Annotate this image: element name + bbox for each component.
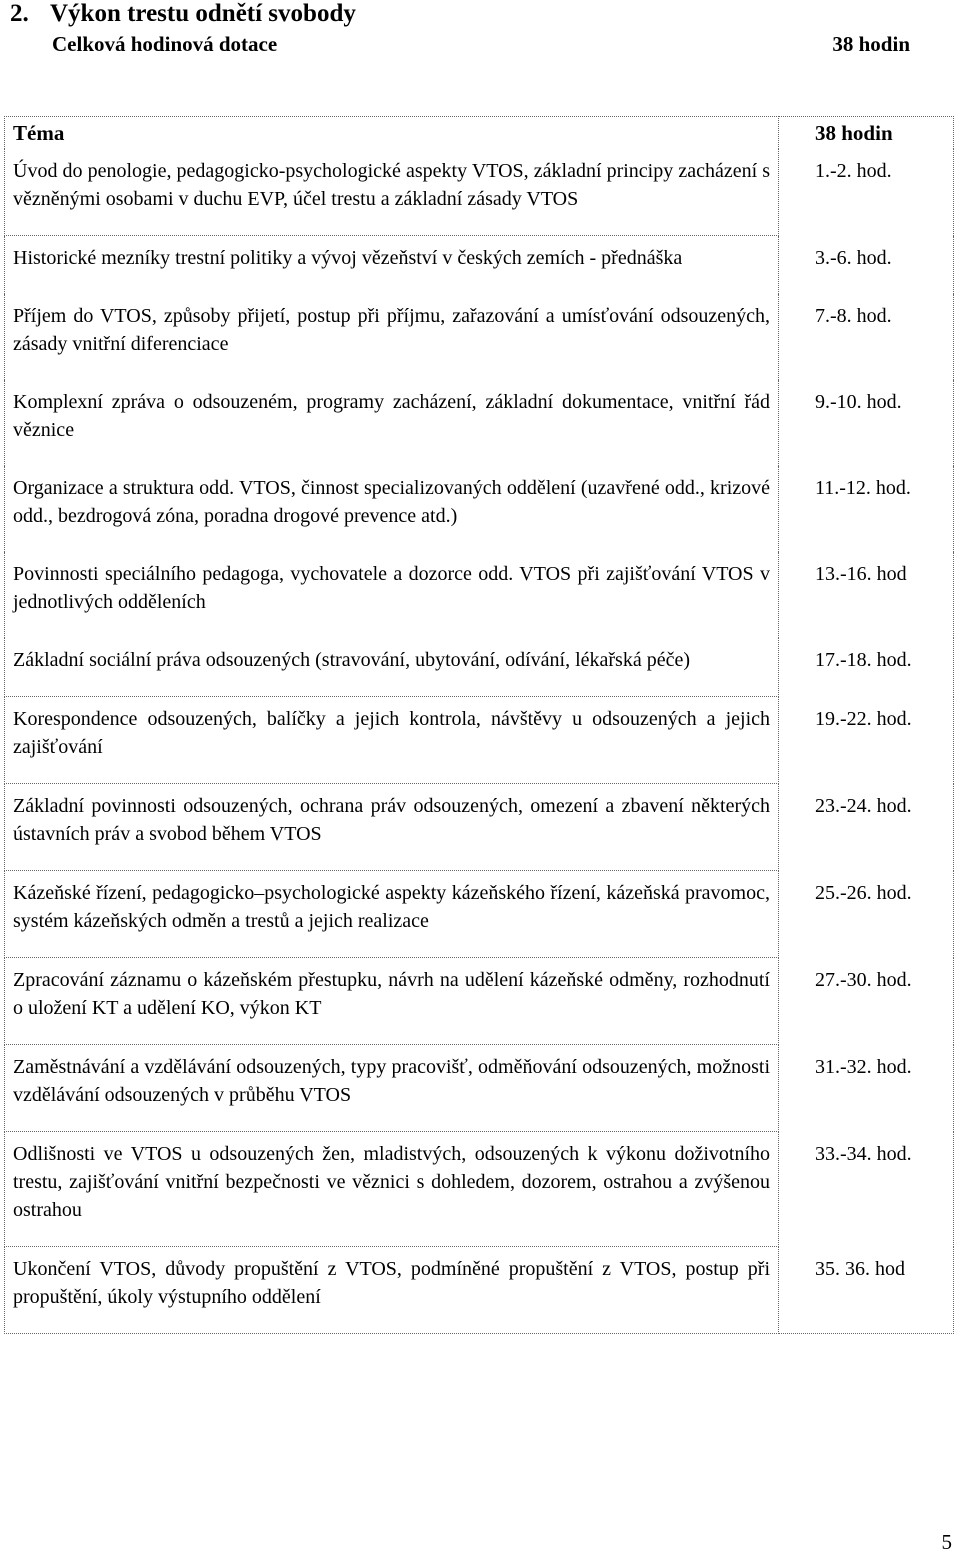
hours-cell: 9.-10. hod. [779,380,954,466]
header-topic: Téma [5,117,779,150]
table-row [5,1247,954,1334]
hours-cell: 33.-34. hod. [779,1132,954,1247]
section-number: 2. [10,0,29,27]
total-hours: 38 hodin [832,32,910,56]
table-row [5,638,954,697]
table-row [5,697,954,784]
topic-cell: Zpracování záznamu o kázeňském přestupku, návrh na udělení kázeňské odměny, rozhodnutí o uložení KT a udělení KO, výkon KT [5,958,779,1045]
topic-cell: Kázeňské řízení, pedagogicko–psychologické aspekty kázeňského řízení, kázeňská pravomoc, systém kázeňských odměn a trestů a jejich realizace [5,871,779,958]
topic-cell: Základní povinnosti odsouzených, ochrana práv odsouzených, omezení a zbavení některých ústavních práv a svobod během VTOS [5,784,779,871]
table-row [5,149,954,236]
hours-cell: 35. 36. hod [779,1247,954,1334]
table-header-row [5,117,954,150]
hours-cell: 11.-12. hod. [779,466,954,552]
table-row [5,958,954,1045]
header-hours: 38 hodin [779,117,954,150]
hours-cell: 1.-2. hod. [779,149,954,236]
table-row [5,236,954,295]
hours-cell: 31.-32. hod. [779,1045,954,1132]
topic-cell: Ukončení VTOS, důvody propuštění z VTOS, podmíněné propuštění z VTOS, postup při propuštění, úkoly výstupního oddělení [5,1247,779,1334]
topic-cell: Povinnosti speciálního pedagoga, vychovatele a dozorce odd. VTOS při zajišťování VTOS v jednotlivých odděleních [5,552,779,638]
hours-cell: 27.-30. hod. [779,958,954,1045]
hours-cell: 3.-6. hod. [779,236,954,295]
hours-cell: 13.-16. hod [779,552,954,638]
table-row [5,784,954,871]
hours-cell: 23.-24. hod. [779,784,954,871]
topic-cell: Příjem do VTOS, způsoby přijetí, postup při příjmu, zařazování a umísťování odsouzených, zásady vnitřní diferenciace [5,294,779,380]
topic-cell: Základní sociální práva odsouzených (stravování, ubytování, odívání, lékařská péče) [5,638,779,697]
hours-cell: 7.-8. hod. [779,294,954,380]
topic-cell: Úvod do penologie, pedagogicko-psychologické aspekty VTOS, základní principy zacházení s vězněnými osobami v duchu EVP, účel trestu a základní zásady VTOS [5,149,779,236]
topic-cell: Zaměstnávání a vzdělávání odsouzených, typy pracovišť, odměňování odsouzených, možnosti vzdělávání odsouzených v průběhu VTOS [5,1045,779,1132]
section-title-text: Výkon trestu odnětí svobody [50,0,356,27]
table-row [5,1132,954,1247]
total-hours-line [52,32,910,57]
topic-cell: Historické mezníky trestní politiky a vývoj vězeňství v českých zemích - přednáška [5,236,779,295]
syllabus-table [4,116,954,1334]
hours-cell: 19.-22. hod. [779,697,954,784]
table-row [5,1045,954,1132]
table-row [5,552,954,638]
topic-cell: Korespondence odsouzených, balíčky a jejich kontrola, návštěvy u odsouzených a jejich zajišťování [5,697,779,784]
section-title [10,0,960,28]
table-row [5,294,954,380]
hours-cell: 25.-26. hod. [779,871,954,958]
table-row [5,380,954,466]
table-row [5,466,954,552]
page-number: 5 [941,1530,952,1554]
subtitle: Celková hodinová dotace [52,32,278,56]
table-row [5,871,954,958]
topic-cell: Organizace a struktura odd. VTOS, činnost specializovaných oddělení (uzavřené odd., krizové odd., bezdrogová zóna, poradna drogové prevence atd.) [5,466,779,552]
hours-cell: 17.-18. hod. [779,638,954,697]
topic-cell: Odlišnosti ve VTOS u odsouzených žen, mladistvých, odsouzených k výkonu doživotního trestu, zajišťování vnitřní bezpečnosti ve věznici s dohledem, dozorem, ostrahou a zvýšenou ostrahou [5,1132,779,1247]
topic-cell: Komplexní zpráva o odsouzeném, programy zacházení, základní dokumentace, vnitřní řád věznice [5,380,779,466]
